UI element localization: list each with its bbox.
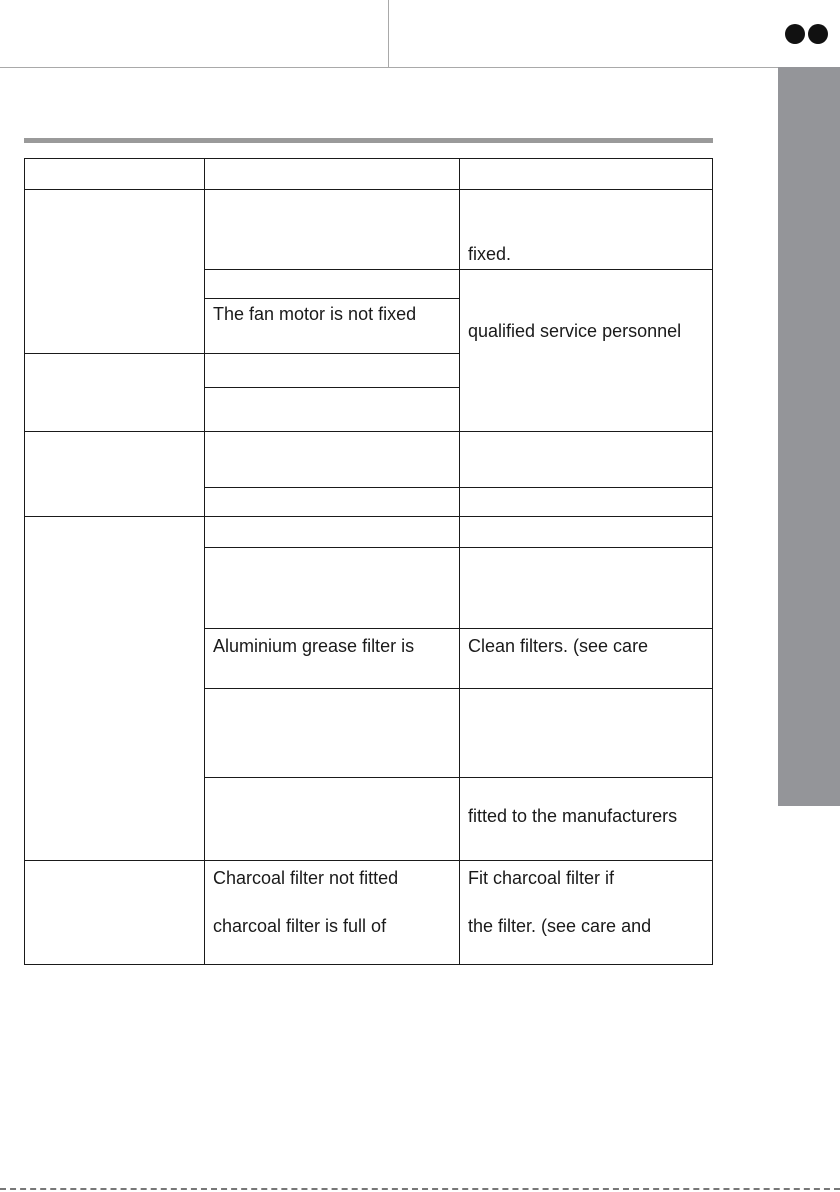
section-rule [24, 138, 713, 143]
solution-cell [459, 547, 713, 629]
cause-cell [204, 777, 460, 861]
solution-cell [459, 269, 713, 432]
solution-text: Fit charcoal filter if [468, 868, 615, 888]
solution-text: qualified service personnel [468, 321, 682, 341]
cause-cell [204, 547, 460, 629]
cause-cell [204, 688, 460, 778]
solution-text: fitted to the manufacturers [468, 806, 678, 826]
cause-cell [204, 269, 460, 299]
symptom-cell [24, 189, 205, 354]
header-separator [388, 0, 389, 68]
double-dot-icon [785, 24, 828, 44]
dot-icon [785, 24, 805, 44]
solution-cell [459, 431, 713, 488]
solution-cell [459, 516, 713, 548]
cause-cell [204, 516, 460, 548]
solution-cell [459, 688, 713, 778]
table-header-cell [204, 158, 460, 190]
solution-text: Clean filters. (see care [468, 636, 649, 656]
symptom-cell [24, 860, 205, 965]
dot-icon [808, 24, 828, 44]
cause-cell [204, 189, 460, 270]
cause-cell [204, 487, 460, 517]
cause-text: Aluminium grease filter is [213, 636, 415, 656]
troubleshooting-table [24, 158, 713, 965]
cause-text: The fan motor is not fixed [213, 304, 417, 324]
solution-cell [459, 487, 713, 517]
table-header-cell [24, 158, 205, 190]
symptom-cell [24, 431, 205, 517]
cause-cell [204, 353, 460, 388]
solution-text: fixed. [468, 244, 512, 264]
side-tab [778, 0, 840, 806]
solution-text: the filter. (see care and [468, 916, 652, 936]
table-header-cell [459, 158, 713, 190]
cause-cell [204, 431, 460, 488]
page-bottom-edge [0, 1188, 840, 1190]
symptom-cell [24, 516, 205, 861]
header-divider-line [0, 67, 778, 68]
cause-cell [204, 387, 460, 432]
symptom-cell [24, 353, 205, 432]
cause-text: charcoal filter is full of [213, 916, 387, 936]
cause-text: Charcoal filter not fitted [213, 868, 399, 888]
